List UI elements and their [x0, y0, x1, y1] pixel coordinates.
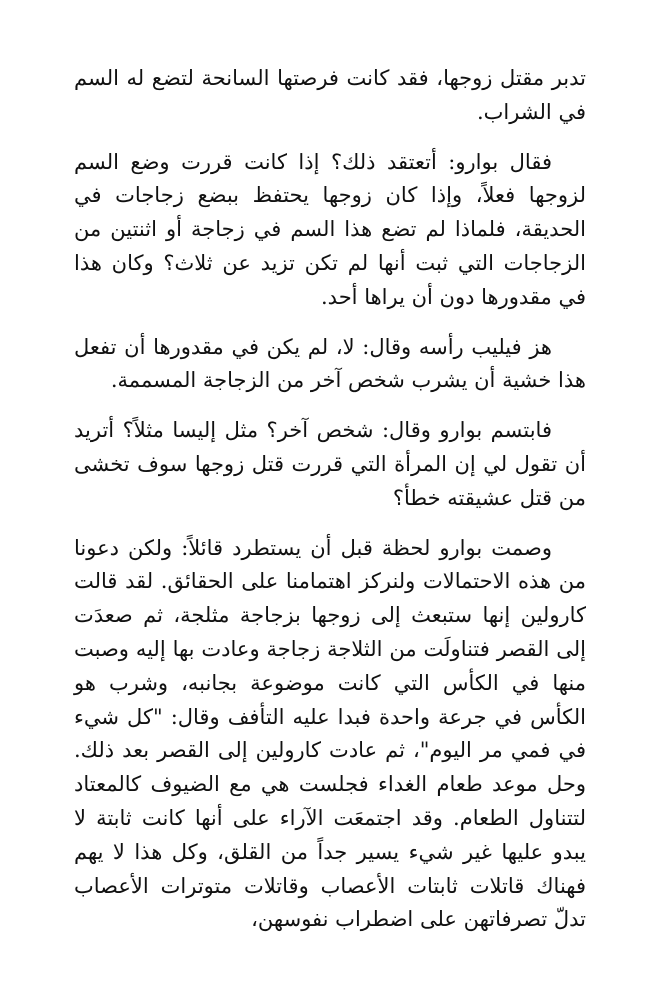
paragraph-2: فقال بوارو: أتعتقد ذلك؟ إذا كانت قررت وضع السم لزوجها فعلاً، وإذا كان زوجها يحتفظ ببضع زجاجات في الحديقة، فلماذا لم تضع هذا السم في زجاجة أو اثنتين من الزجاجات التي ثبت أنها لم تكن تزيد عن ثلاث؟ وكان هذا في مقدورها دون أن يراها أحد.	[74, 149, 586, 309]
paragraph-3: هز فيليب رأسه وقال: لا، لم يكن في مقدورها أن تفعل هذا خشية أن يشرب شخص آخر من الزجاجة المسممة.	[74, 334, 586, 393]
paragraph-4: فابتسم بوارو وقال: شخص آخر؟ مثل إليسا مثلاً؟ أتريد أن تقول لي إن المرأة التي قررت قتل زوجها سوف تخشى من قتل عشيقته خطأ؟	[74, 418, 586, 510]
paragraph-1: تدبر مقتل زوجها، فقد كانت فرصتها السانحة لتضع له السم في الشراب.	[74, 66, 586, 124]
book-page-text	[74, 62, 586, 937]
paragraph-5: وصمت بوارو لحظة قبل أن يستطرد قائلاً: ولكن دعونا من هذه الاحتمالات ولنركز اهتمامنا على الحقائق. لقد قالت كارولين إنها ستبعث إلى زوجها بزجاجة مثلجة، ثم صعدَت إلى القصر فتناولَت من الثلاجة زجاجة وعادت بها إليه وصبت منها في الكأس التي كانت موضوعة بجانبه، وشرب هو الكأس في جرعة واحدة فبدا عليه التأفف وقال: "كل شيء في فمي مر اليوم"، ثم عادت كارولين إلى القصر بعد ذلك. وحل موعد طعام الغداء فجلست هي مع الضيوف كالمعتاد لتتناول الطعام. وقد اجتمعَت الآراء على أنها كانت ثابتة لا يبدو عليها غير شيء يسير جداً من القلق، وكل هذا لا يهم فهناك قاتلات ثابتات الأعصاب وقاتلات متوترات الأعصاب تدلّ تصرفاتهن على اضطراب نفوسهن،	[74, 535, 586, 932]
